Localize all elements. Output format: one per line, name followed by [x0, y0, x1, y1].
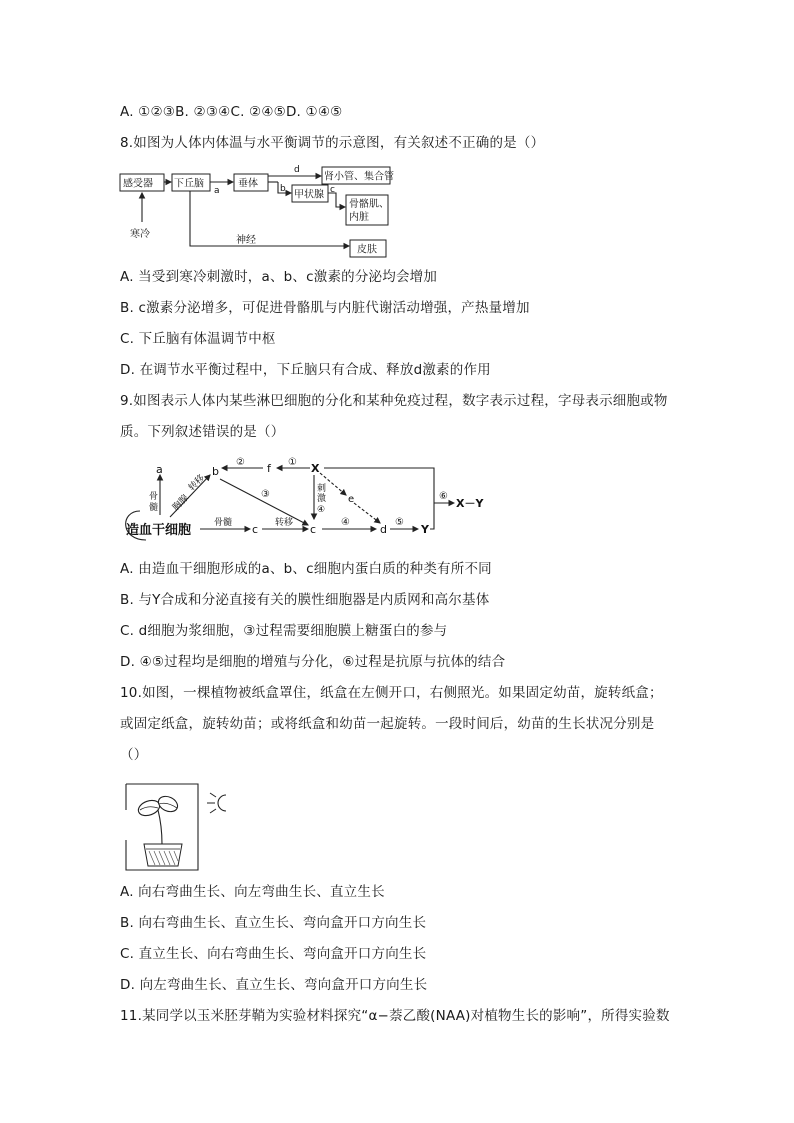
q10-option-b: B. 向右弯曲生长、直立生长、弯向盒开口方向生长 — [120, 915, 427, 931]
marrow-h-label: 骨髓 — [214, 518, 233, 528]
cell-a: a — [156, 463, 163, 476]
process-2: ② — [236, 457, 245, 468]
muscle-label-1: 骨骼肌、 — [349, 199, 389, 210]
process-4a: ④ — [317, 505, 326, 515]
q8-option-d: D. 在调节水平衡过程中，下丘脑只有合成、释放d激素的作用 — [120, 362, 491, 378]
q10-stem-line-3: （） — [120, 747, 148, 763]
figure-8-regulation-diagram — [118, 162, 398, 260]
thymus-label: 胸腺 — [171, 493, 191, 514]
figure-9-lymphocyte-diagram — [118, 455, 503, 545]
cell-c-1: c — [252, 523, 259, 536]
cell-b: b — [212, 465, 219, 478]
q10-stem-line-1: 10.如图，一棵植物被纸盒罩住，纸盒在左侧开口，右侧照光。如果固定幼苗，旋转纸盒； — [120, 685, 663, 701]
sun-icon — [207, 793, 226, 813]
thyroid-label: 甲状腺 — [294, 189, 324, 201]
muscle-label-2: 内脏 — [349, 212, 369, 223]
q8-stem: 8.如图为人体内体温与水平衡调节的示意图，有关叙述不正确的是（） — [120, 135, 545, 151]
tubule-label: 肾小管、集合管 — [324, 171, 394, 183]
label-d: d — [294, 165, 300, 175]
q10-stem-line-2: 或固定纸盒，旋转幼苗；或将纸盒和幼苗一起旋转。一段时间后，幼苗的生长状况分别是 — [120, 716, 655, 732]
transfer-h-label: 转移 — [275, 518, 294, 528]
receptor-label: 感受器 — [123, 178, 153, 190]
q8-option-b: B. c激素分泌增多，可促进骨骼肌与内脏代谢活动增强，产热量增加 — [120, 300, 530, 316]
q9-option-a: A. 由造血干细胞形成的a、b、c细胞内蛋白质的种类有所不同 — [120, 561, 492, 577]
hypothalamus-label: 下丘脑 — [174, 178, 204, 190]
process-3: ③ — [261, 489, 270, 500]
q9-option-b: B. 与Y合成和分泌直接有关的膜性细胞器是内质网和高尔基体 — [120, 592, 490, 608]
marrow-v-1: 骨 — [149, 492, 159, 502]
cell-d: d — [380, 523, 387, 536]
q9-option-c: C. d细胞为浆细胞，③过程需要细胞膜上糖蛋白的参与 — [120, 623, 448, 639]
process-5: ⑤ — [395, 517, 404, 528]
process-6: ⑥ — [439, 491, 448, 502]
q10-option-c: C. 直立生长、向右弯曲生长、弯向盒开口方向生长 — [120, 946, 427, 962]
q10-option-a: A. 向右弯曲生长、向左弯曲生长、直立生长 — [120, 884, 385, 900]
process-4b: ④ — [341, 517, 350, 528]
label-a: a — [214, 186, 220, 196]
transfer-diag-label: 转移 — [187, 473, 207, 494]
label-b: b — [280, 184, 286, 194]
skin-label: 皮肤 — [357, 244, 377, 256]
figure-10-plant-box — [122, 780, 242, 872]
pituitary-label: 垂体 — [238, 178, 258, 190]
cell-c-2: c — [310, 523, 317, 536]
q8-option-c: C. 下丘脑有体温调节中枢 — [120, 331, 276, 347]
nerve-label: 神经 — [236, 235, 256, 246]
stimulate-1: 刺 — [317, 484, 327, 494]
stimulate-2: 激 — [317, 494, 327, 504]
label-c: c — [330, 185, 335, 195]
q9-stem-line-1: 9.如图表示人体内某些淋巴细胞的分化和某种免疫过程，数字表示过程，字母表示细胞或物 — [120, 393, 668, 409]
antigen-x: X — [311, 462, 320, 475]
q11-stem-line-1: 11.某同学以玉米胚芽鞘为实验材料探究“α−萘乙酸(NAA)对植物生长的影响”，所得实验数 — [120, 1008, 670, 1024]
q9-stem-line-2: 质。下列叙述错误的是（） — [120, 424, 285, 440]
cell-e: e — [348, 494, 355, 505]
substance-f: f — [267, 462, 271, 475]
process-1: ① — [288, 457, 297, 468]
q8-option-a: A. 当受到寒冷刺激时，a、b、c激素的分泌均会增加 — [120, 269, 438, 285]
q9-option-d: D. ④⑤过程均是细胞的增殖与分化，⑥过程是抗原与抗体的结合 — [120, 654, 506, 670]
xy-complex: X－Y — [456, 497, 484, 510]
marrow-v-2: 髓 — [149, 503, 159, 513]
cold-label: 寒冷 — [130, 229, 150, 240]
antibody-y: Y — [421, 523, 429, 536]
seedling-stem — [158, 810, 162, 844]
q7-options: A. ①②③B. ②③④C. ②④⑤D. ①④⑤ — [120, 104, 343, 120]
box-opening — [122, 810, 130, 840]
flower-pot — [144, 844, 182, 866]
stem-cell-label: 造血干细胞 — [126, 523, 192, 538]
q10-option-d: D. 向左弯曲生长、直立生长、弯向盒开口方向生长 — [120, 977, 428, 993]
